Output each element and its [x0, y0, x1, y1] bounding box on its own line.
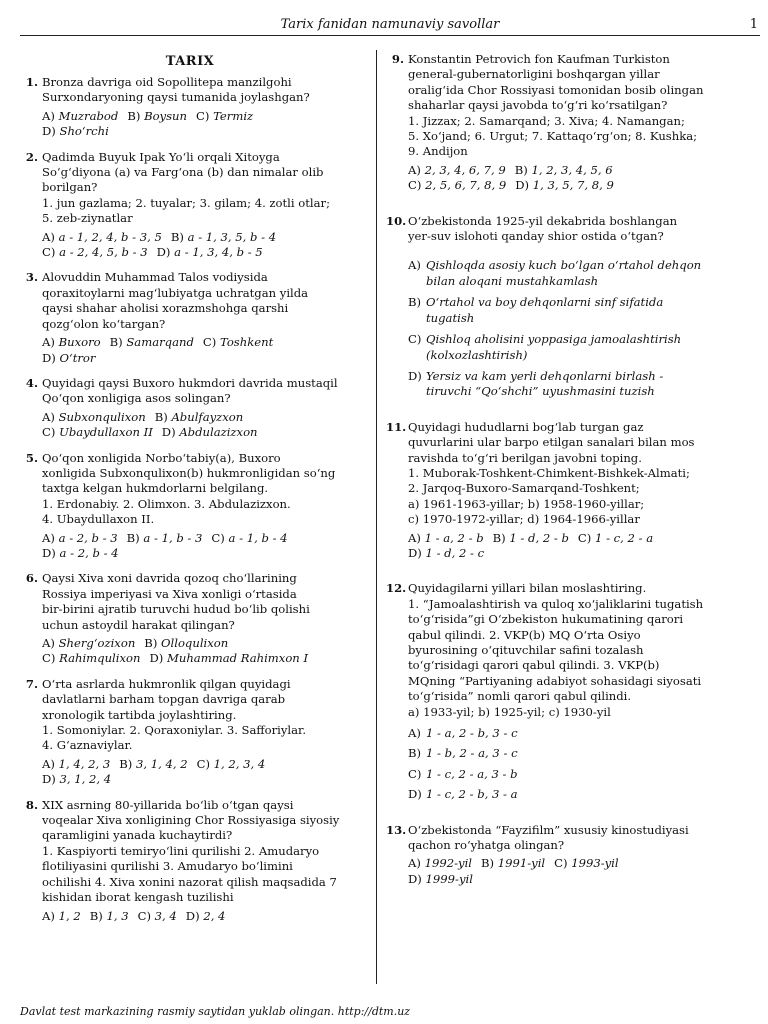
answer-option-c[interactable]: C) 1993-yil [554, 856, 619, 871]
question-text: Qo‘qon xonligida Norbo‘tabiy(a), Buxoro xonligida Subxonqulixon(b) hukmronligidan so‘ng taxtga kelgan hukmdorlarni belgilang. 1. Erdonabiy. 2. Olimxon. 3. Abdulazizxon. 4. Ubaydullaxon II. [42, 450, 336, 527]
question-number: 3. [25, 270, 38, 285]
answer-option-d[interactable]: D) a - 2, b - 4 [42, 545, 119, 560]
answer-options [42, 410, 360, 441]
question-10 [386, 214, 746, 400]
right-column [386, 52, 746, 887]
question-number: 5. [25, 450, 38, 465]
answer-option-d[interactable]: D) 1 - d, 2 - c [408, 545, 485, 560]
answer-option-c[interactable]: C) 3, 4 [137, 908, 177, 923]
answer-line [42, 651, 360, 666]
answer-option-c[interactable]: C) a - 2, 4, 5, b - 3 [42, 245, 148, 260]
answer-line [42, 109, 360, 124]
answer-line [408, 546, 746, 561]
answer-line [42, 410, 360, 425]
answer-options [408, 856, 746, 887]
question-5 [20, 451, 360, 562]
answer-option-c[interactable]: C) 1 - c, 2 - a [577, 530, 654, 545]
answer-option-a[interactable]: A) 1 - a, 2 - b, 3 - c [408, 726, 518, 741]
answer-option-b[interactable]: B) 3, 1, 4, 2 [119, 756, 188, 771]
answer-options [408, 163, 746, 194]
answer-line [42, 351, 360, 366]
answer-option-a[interactable]: A) Qishloqda asosiy kuch bo‘lgan o‘rtahol dehqon bilan aloqani mustahkamlash [408, 258, 702, 288]
answer-option-a[interactable]: A) a - 1, 2, 4, b - 3, 5 [42, 229, 162, 244]
answer-option-c[interactable]: C) a - 1, b - 4 [211, 530, 288, 545]
answer-option-c[interactable]: C) Ubaydullaxon II [42, 425, 153, 440]
answer-option-c[interactable]: C) 1 - c, 2 - a, 3 - b [408, 766, 518, 781]
answer-option-b[interactable]: B) 1 - b, 2 - a, 3 - c [408, 746, 518, 761]
question-text: Quyidagi qaysi Buxoro hukmdori davrida mustaqil Qo‘qon xonligiga asos solingan? [42, 375, 338, 406]
answer-option-a[interactable]: A) Sherg‘ozixon [42, 636, 136, 650]
question-text: Quyidagilarni yillari bilan moslashtiring. 1. “Jamoalashtirish va quloq xo‘jaliklarini tugatish to‘g‘risida”gi O‘zbekiston hukumatining qarori qabul qilindi. 2. VKP(b) MQ O‘rta Osiyo byurosining o‘qituvchilar safini tozalash to‘g‘risidagi qarori qabul qilindi. 3. VKP(b) MQning “Partiyaning adabiyot sohasidagi siyosati to‘g‘risida” nomli qarori qabul qilindi. a) 1933-yil; b) 1925-yil; c) 1930-yil [408, 581, 704, 719]
answer-option-b[interactable]: B) a - 1, b - 3 [126, 530, 203, 545]
footer-note: Davlat test markazining rasmiy saytidan yuklab olingan. http://dtm.uz [20, 1005, 411, 1018]
answer-option-c[interactable]: C) Qishloq aholisini yoppasiga jamoalashtirish (kolxozlashtirish) [408, 332, 682, 362]
answer-line [42, 425, 360, 440]
answer-option-a[interactable]: A) 1, 2 [42, 908, 81, 923]
answer-option-b[interactable]: B) O‘rtahol va boy dehqonlarni sinf sifatida tugatish [408, 295, 664, 325]
answer-line [42, 636, 360, 651]
answer-line [408, 531, 746, 546]
question-12 [386, 581, 746, 802]
question-9 [386, 52, 746, 194]
answer-options [42, 909, 360, 924]
question-2 [20, 150, 360, 261]
answer-line [42, 531, 360, 546]
answer-line [42, 335, 360, 350]
answer-line [408, 872, 746, 887]
question-text: Qaysi Xiva xoni davrida qozoq cho‘llarining Rossiya imperiyasi va Xiva xonligi o‘rtasida bir-birini ajratib turuvchi hudud bo‘lib qolishi uchun astoydil harakat qilingan? [42, 571, 310, 632]
answer-option-b[interactable]: B) Olloqulixon [144, 636, 229, 650]
answer-option-a[interactable]: A) Muzrabod [42, 108, 119, 123]
question-number: 13. [386, 822, 407, 837]
answer-options [42, 757, 360, 788]
answer-option-d[interactable]: D) Sho‘rchi [42, 124, 109, 139]
answer-option-a[interactable]: A) 1, 4, 2, 3 [42, 756, 111, 771]
column-divider [376, 50, 377, 984]
answer-option-c[interactable]: C) 1, 2, 3, 4 [196, 756, 266, 771]
answer-options [42, 230, 360, 261]
subject-title: TARIX [165, 54, 215, 69]
question-8 [20, 798, 360, 924]
answer-option-b[interactable]: B) a - 1, 3, 5, b - 4 [170, 229, 277, 244]
question-number: 12. [386, 581, 407, 596]
question-text: Quyidagi hududlarni bog‘lab turgan gaz quvurlarini ular barpo etilgan sanalari bilan mos ravishda to‘g‘ri berilgan javobni toping. 1. Muborak-Toshkent-Chimkent-Bishkek-Almati; 2. Jarqoq-Buxoro-Samarqand-Toshkent; a) 1961-1963-yillar; b) 1958-1960-yillar; c) 1970-1972-yillar; d) 1964-1966-yillar [408, 419, 695, 527]
answer-option-a[interactable]: A) Subxonqulixon [42, 409, 146, 424]
question-number: 11. [386, 419, 407, 434]
answer-option-a[interactable]: A) 2, 3, 4, 6, 7, 9 [408, 162, 506, 177]
question-text: O‘rta asrlarda hukmronlik qilgan quyidagi davlatlarni barham topgan davriga qarab xronologik tartibda joylashtiring. 1. Somoniylar. 2. Qoraxoniylar. 3. Safforiylar. 4. G‘aznaviylar. [42, 676, 307, 753]
question-number: 1. [25, 75, 38, 89]
answer-line [408, 178, 746, 193]
answer-option-a[interactable]: A) 1 - a, 2 - b [408, 530, 484, 545]
answer-option-d[interactable]: D) Abdulazizxon [161, 425, 258, 440]
answer-option-b[interactable]: B) Boysun [127, 108, 187, 123]
question-6 [20, 571, 360, 666]
question-number: 10. [386, 213, 407, 228]
answer-line [42, 546, 360, 561]
answer-option-c[interactable]: C) Termiz [196, 108, 254, 123]
question-text: XIX asrning 80-yillarida bo‘lib o‘tgan qaysi voqealar Xiva xonligining Chor Rossiyasiga siyosiy qaramligini yanada kuchaytirdi? 1. Kaspiyorti temiryo‘lini qurilishi 2. Amudaryo flotiliyasini qurilishi 3. Amudaryo bo‘limini ochilishi 4. Xiva xonini nazorat qilish maqsadida 7 kishidan iborat kengash tuzilishi [42, 797, 340, 905]
answer-option-d[interactable]: D) a - 1, 3, 4, b - 5 [156, 245, 263, 260]
answer-option-a[interactable]: A) a - 2, b - 3 [42, 530, 118, 545]
answer-options [408, 531, 746, 562]
page-header [20, 14, 760, 36]
answer-options [42, 335, 360, 366]
answer-option-d[interactable]: D) Muhammad Rahimxon I [149, 651, 309, 666]
question-3 [20, 270, 360, 365]
answer-option-b[interactable]: B) Samarqand [109, 335, 194, 350]
answer-line [42, 124, 360, 139]
answer-options [42, 109, 360, 140]
question-4 [20, 376, 360, 441]
question-number: 8. [25, 797, 38, 812]
question-7 [20, 677, 360, 788]
answer-options [42, 531, 360, 562]
question-number: 6. [25, 571, 38, 586]
question-number: 9. [391, 52, 404, 66]
question-11 [386, 420, 746, 562]
answer-options [42, 636, 360, 667]
answer-line [42, 757, 360, 772]
answer-option-b[interactable]: B) 1991-yil [480, 856, 546, 871]
page-number: 1 [749, 17, 758, 32]
answer-option-d[interactable]: D) 2, 4 [185, 908, 226, 923]
question-text: O‘zbekistonda “Fayzifilm” xususiy kinostudiyasi qachon ro‘yhatga olingan? [408, 822, 689, 853]
left-column [20, 52, 360, 924]
answer-option-b[interactable]: B) 1, 2, 3, 4, 5, 6 [514, 162, 613, 177]
answer-line [42, 230, 360, 245]
question-text: Bronza davriga oid Sopollitepa manzilgohi Surxondaryoning qaysi tumanida joylashgan? [42, 75, 310, 105]
answer-option-d[interactable]: D) 1 - c, 2 - b, 3 - a [408, 787, 518, 802]
answer-option-c[interactable]: C) 2, 5, 6, 7, 8, 9 [408, 178, 507, 193]
answer-option-d[interactable]: D) 1, 3, 5, 7, 8, 9 [515, 178, 614, 193]
answer-option-a[interactable]: A) 1992-yil [408, 856, 472, 871]
question-number: 4. [25, 375, 38, 390]
header-title: Tarix fanidan namunaviy savollar [280, 17, 500, 32]
answer-option-b[interactable]: B) 1 - d, 2 - b [492, 530, 569, 545]
answer-option-a[interactable]: A) Buxoro [42, 335, 101, 350]
question-number: 2. [25, 149, 38, 164]
question-1 [20, 75, 360, 140]
answer-line [408, 856, 746, 871]
answer-line [42, 909, 360, 924]
question-text: Alovuddin Muhammad Talos vodiysida qoraxitoylarni mag‘lubiyatga uchratgan yilda qaysi shahar aholisi xorazmshohga qarshi qozg‘olon ko‘targan? [42, 270, 309, 331]
answer-line [408, 163, 746, 178]
question-13 [386, 823, 746, 888]
question-text: Konstantin Petrovich fon Kaufman Turkiston general-gubernatorligini boshqargan yillar oraligʻida Chor Rossiyasi tomonidan bosib olingan shaharlar qaysi javobda to‘g‘ri ko‘rsatilgan? 1. Jizzax; 2. Samarqand; 3. Xiva; 4. Namangan; 5. Xo‘jand; 6. Urgut; 7. Kattaqo‘rg‘on; 8. Kushka; 9. Andijon [408, 52, 704, 159]
answer-option-d[interactable]: D) 1999-yil [408, 871, 473, 886]
answer-option-d[interactable]: D) O‘tror [42, 350, 96, 365]
question-text: Qadimda Buyuk Ipak Yo‘li orqali Xitoyga So‘g‘diyona (a) va Farg‘ona (b) dan nimalar olib borilgan? 1. jun gazlama; 2. tuyalar; 3. gilam; 4. zotli otlar; 5. zeb-ziynatlar [42, 149, 330, 226]
answer-option-d[interactable]: D) Yersiz va kam yerli dehqonlarni birlash - tiruvchi “Qo‘shchi” uyushmasini tuzish [408, 368, 664, 399]
question-number: 7. [25, 676, 38, 691]
answer-line [42, 245, 360, 260]
answer-option-b[interactable]: B) 1, 3 [89, 908, 129, 923]
answer-option-d[interactable]: D) 3, 1, 2, 4 [42, 772, 112, 787]
question-text: O‘zbekistonda 1925-yil dekabrida boshlangan yer-suv islohoti qanday shior ostida o‘tgan? [408, 213, 678, 244]
answer-option-c[interactable]: C) Rahimqulixon [42, 651, 141, 666]
answer-line [42, 772, 360, 787]
answer-option-c[interactable]: C) Toshkent [202, 335, 274, 350]
answer-option-b[interactable]: B) Abulfayzxon [154, 409, 244, 424]
